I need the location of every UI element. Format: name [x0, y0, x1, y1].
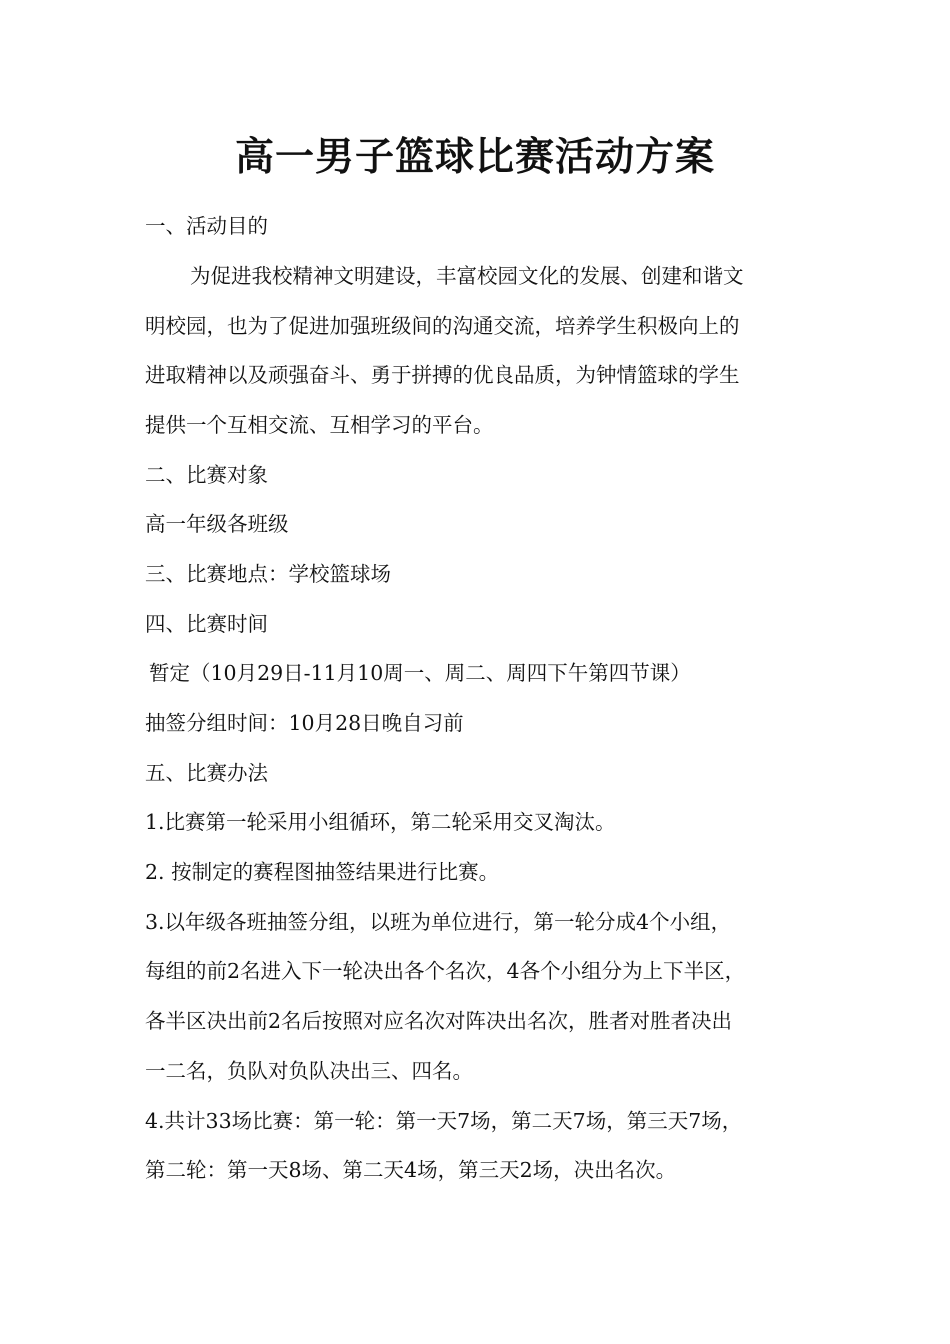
section-heading-venue: 三、比赛地点：学校篮球场: [145, 562, 391, 586]
paragraph-line: 暂定（10月29日-11月10周一、周二、周四下午第四节课）: [149, 661, 691, 685]
paragraph-line: 提供一个互相交流、互相学习的平台。: [145, 413, 494, 437]
list-item: 4.共计33场比赛：第一轮：第一天7场，第二天7场，第三天7场，: [145, 1109, 743, 1133]
section-heading-purpose: 一、活动目的: [145, 214, 268, 238]
paragraph-line: 各半区决出前2名后按照对应名次对阵决出名次，胜者对胜者决出: [145, 1009, 733, 1033]
section-heading-participants: 二、比赛对象: [145, 463, 268, 487]
section-heading-rules: 五、比赛办法: [145, 761, 268, 785]
paragraph-line: 第二轮：第一天8场、第二天4场，第三天2场，决出名次。: [145, 1158, 677, 1182]
paragraph-line: 每组的前2名进入下一轮决出各个名次，4各个小组分为上下半区，: [145, 959, 746, 983]
paragraph-line: 进取精神以及顽强奋斗、勇于拼搏的优良品质，为钟情篮球的学生: [145, 363, 740, 387]
document-title: 高一男子篮球比赛活动方案: [234, 134, 715, 180]
paragraph-line: 明校园，也为了促进加强班级间的沟通交流，培养学生积极向上的: [145, 314, 740, 338]
section-heading-time: 四、比赛时间: [145, 612, 268, 636]
paragraph-line: 为促进我校精神文明建设，丰富校园文化的发展、创建和谐文: [190, 264, 744, 288]
list-item: 1.比赛第一轮采用小组循环，第二轮采用交叉淘汰。: [145, 810, 616, 834]
list-item: 3.以年级各班抽签分组，以班为单位进行，第一轮分成4个小组，: [145, 910, 732, 934]
paragraph-line: 一二名，负队对负队决出三、四名。: [145, 1059, 473, 1083]
paragraph-line: 抽签分组时间：10月28日晚自习前: [145, 711, 464, 735]
list-item: 2. 按制定的赛程图抽签结果进行比赛。: [145, 860, 500, 884]
paragraph-line: 高一年级各班级: [145, 512, 289, 536]
